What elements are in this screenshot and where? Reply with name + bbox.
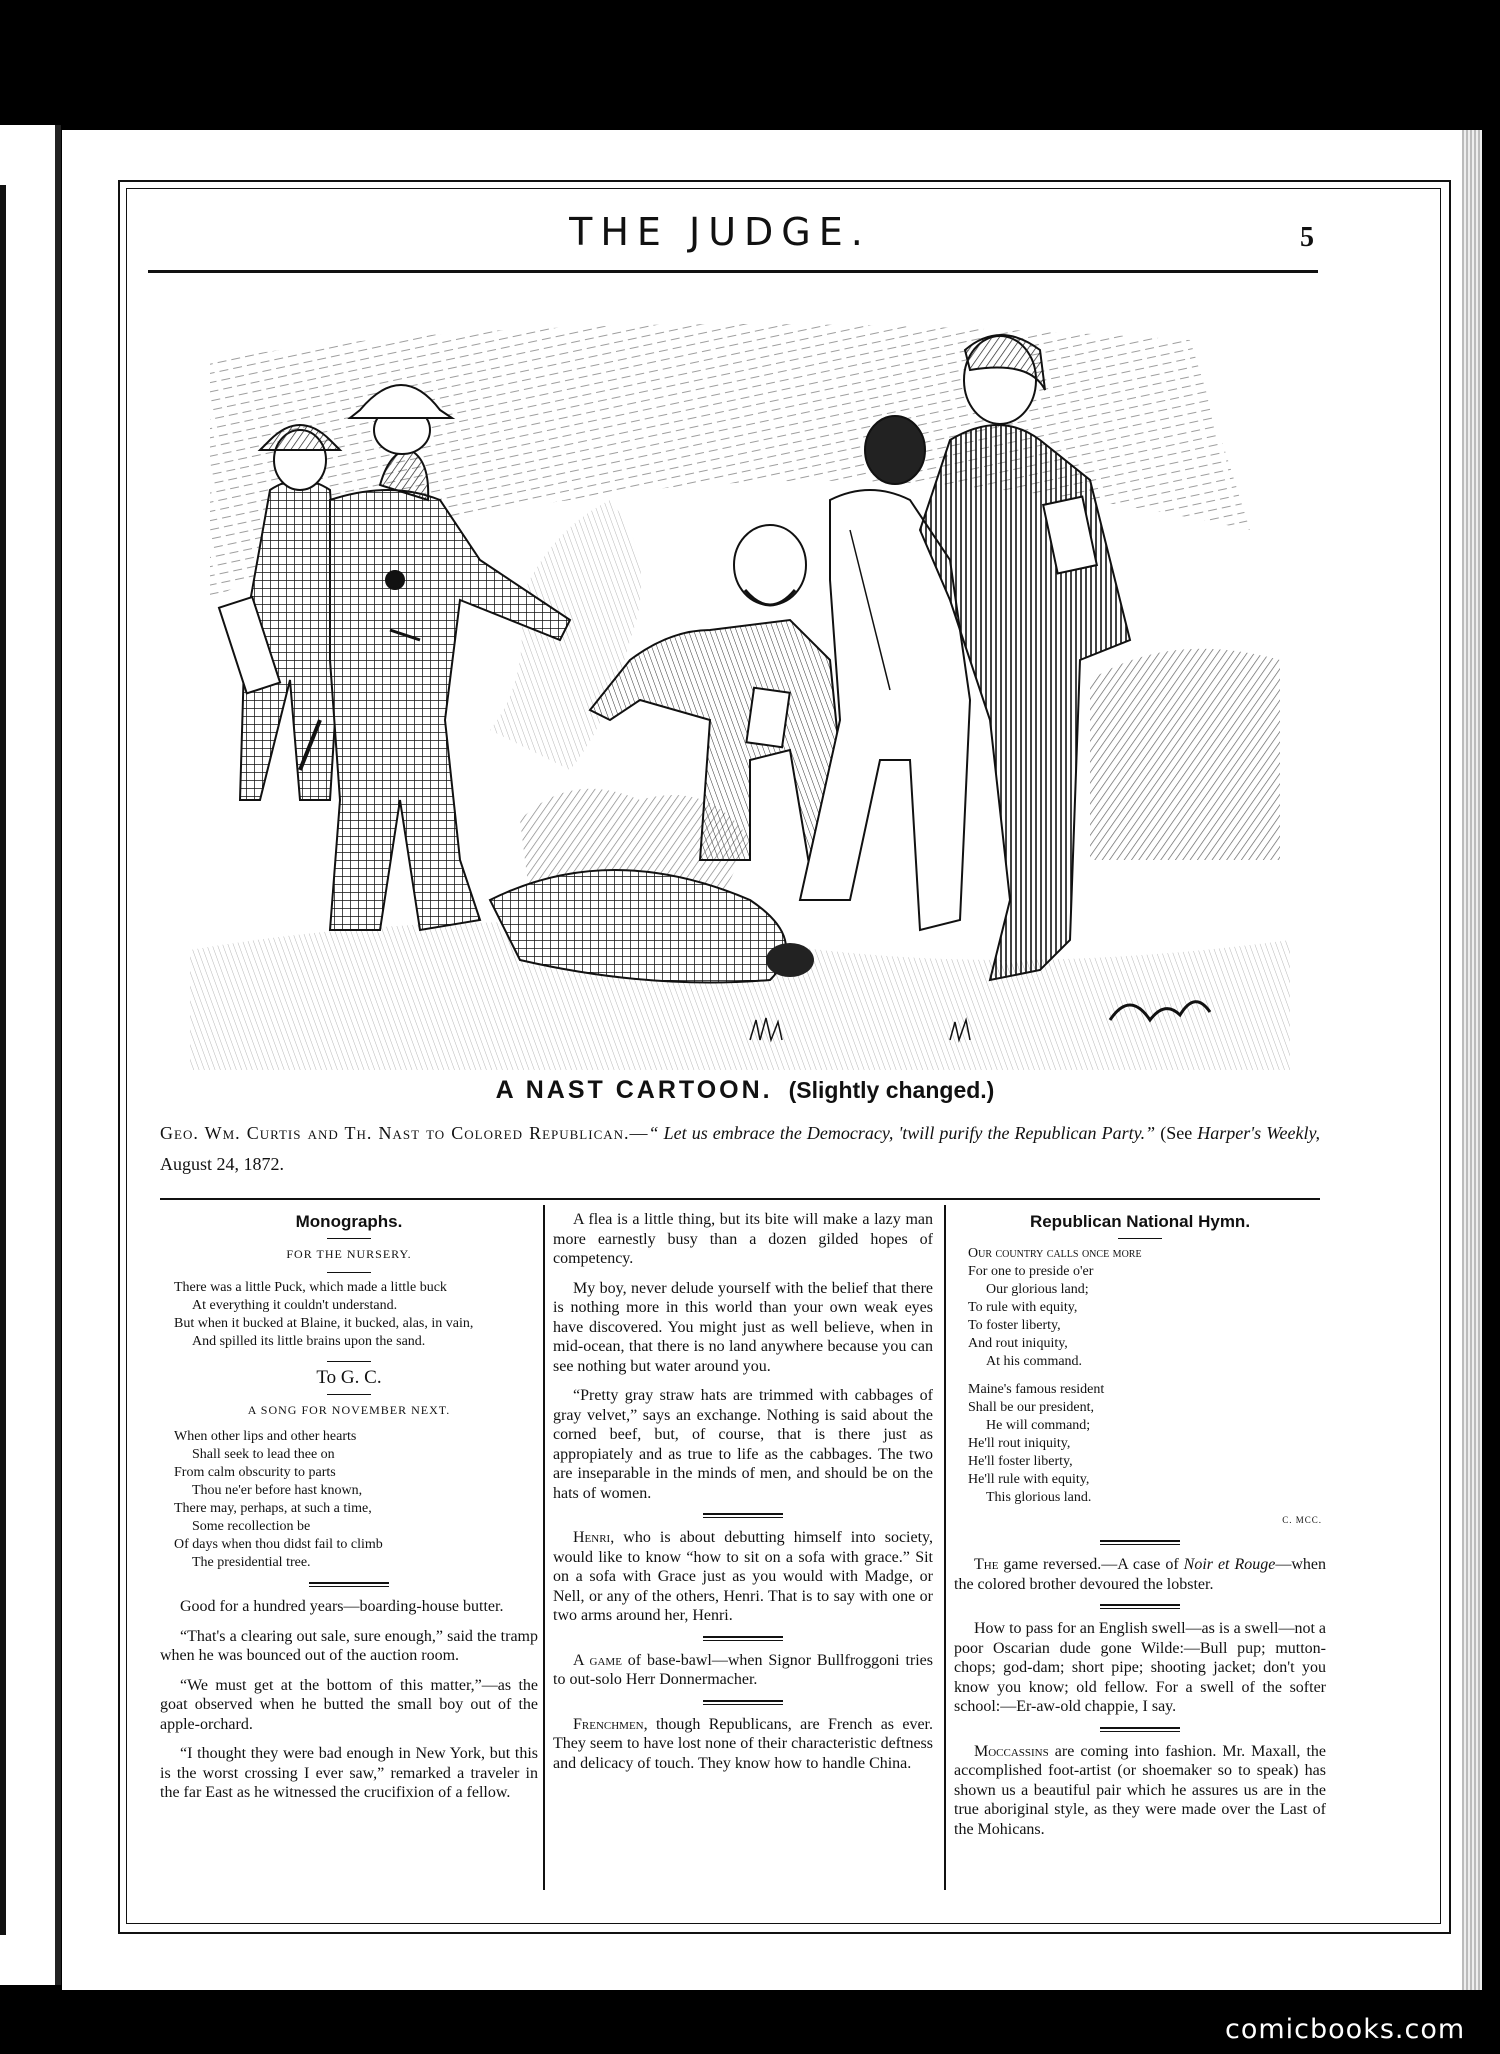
lead-word: Moccassins (974, 1742, 1049, 1760)
verse-line: From calm obscurity to parts (174, 1465, 336, 1480)
verse-line: He'll rout iniquity, (968, 1435, 1071, 1451)
paragraph (954, 1742, 1326, 1840)
rule (1118, 1238, 1162, 1239)
right-page-edge (1462, 130, 1482, 1990)
verse-line: Some recollection be (192, 1519, 311, 1534)
verse-line: Our country calls once more (968, 1245, 1142, 1261)
hymn-byline: C. MCC. (1282, 1514, 1322, 1525)
verse-line: Our glorious land; (986, 1281, 1089, 1297)
rule (1100, 1727, 1180, 1732)
rule (703, 1636, 783, 1641)
column-divider-1 (543, 1205, 545, 1890)
paragraph-body: of base-bawl—when Signor Bullfroggoni tries to out-solo Herr Donnermacher. (553, 1651, 933, 1688)
paragraph-body: are coming into fashion. Mr. Maxall, the accomplished foot-artist (or shoemaker so to speak) has shown us a beautiful pair which he assures us are in the true aboriginal style, as they were made over the Last of the Mohicans. (954, 1742, 1326, 1838)
verse-line: Shall seek to lead thee on (192, 1447, 335, 1462)
paragraph: A flea is a little thing, but its bite will make a lazy man more earnestly busy than a dozen gilded hopes of competency. (553, 1211, 933, 1267)
verse-line: He'll foster liberty, (968, 1453, 1073, 1469)
caption-title-text: A NAST CARTOON. (495, 1076, 773, 1104)
verse-line: At his command. (986, 1353, 1083, 1369)
verse-line: To rule with equity, (968, 1299, 1078, 1315)
verse-line: At everything it couldn't understand. (192, 1298, 398, 1313)
verse-line: And rout iniquity, (968, 1335, 1068, 1351)
rule (327, 1394, 371, 1395)
rule (703, 1513, 783, 1518)
caption-source-pre: (See (1160, 1123, 1193, 1143)
paragraph (553, 1651, 933, 1690)
verse-line: Maine's famous resident (968, 1381, 1105, 1397)
verse-line: Of days when thou didst fail to climb (174, 1537, 383, 1552)
hymn-heading: Republican National Hymn. (1029, 1212, 1251, 1231)
paragraph (954, 1555, 1326, 1594)
page-number: 5 (1300, 222, 1314, 253)
paragraph-body: —when the colored brother devoured the lobster. (954, 1556, 1326, 1593)
verse-line: The presidential tree. (192, 1555, 311, 1570)
caption-subtitle: (Slightly changed.) (788, 1077, 995, 1103)
column-3 (954, 1210, 1326, 1849)
caption-source-title: Harper's Weekly, (1197, 1123, 1321, 1143)
rule (327, 1238, 371, 1239)
nast-cartoon-illustration (190, 300, 1300, 1070)
paragraph: “We must get at the bottom of this matter,”—as the goat observed when he butted the small boy out of the apple-orchard. (160, 1676, 538, 1733)
lead-word: Frenchmen, (573, 1715, 648, 1733)
cartoon-caption-title (190, 1076, 1300, 1105)
verse-line: For one to preside o'er (968, 1263, 1094, 1279)
column-1 (160, 1210, 538, 1813)
site-watermark: comicbooks.com (1225, 2014, 1466, 2045)
verse-line: There may, perhaps, at such a time, (174, 1501, 372, 1516)
nursery-verse (174, 1279, 538, 1351)
paragraph (553, 1528, 933, 1626)
verse-line: This glorious land. (986, 1489, 1092, 1505)
nursery-subheading: FOR THE NURSERY. (286, 1246, 412, 1261)
section-divider (160, 1198, 1320, 1200)
rule (309, 1582, 389, 1587)
rule (1100, 1604, 1180, 1609)
paragraph (553, 1715, 933, 1774)
rule (327, 1272, 371, 1273)
song-verse (174, 1428, 538, 1572)
paragraph: “Pretty gray straw hats are trimmed with cabbages of gray velvet,” says an exchange. Nothing is said about the corned beef, but, of course, that is there just as appropiately and as true to life as the cabbages. The two are inseparable in the minds of men, and should be on the hats of women. (553, 1387, 933, 1502)
rule (703, 1700, 783, 1705)
hymn-verse-2 (968, 1381, 1326, 1507)
cartoon-caption (160, 1118, 1320, 1180)
rule (327, 1361, 371, 1362)
masthead-title: THE JUDGE. (569, 210, 871, 254)
paragraph-body: who is about debutting himself into society, would like to know “how to sit on a sofa with grace.” Sit on a sofa with Grace just as you would with Madge, or Nell, or any of the others, Henri. That is to say with one or two arms around her, Henri. (553, 1529, 933, 1624)
paragraph-body: game reversed.—A case of (998, 1556, 1184, 1573)
left-page-edge (0, 125, 61, 1985)
lead-word: Henri, (573, 1529, 615, 1546)
paragraph: How to pass for an English swell—as is a swell—not a poor Oscarian dude gone Wilde:—Bull pup; mutton-chops; god-dam; short pipe; shooting jacket; don't you know you know; old fellow. For a swell of the softer school:—Er-aw-old chappie, I say. (954, 1620, 1326, 1715)
verse-line: And spilled its little brains upon the sand. (192, 1334, 426, 1349)
verse-line: To foster liberty, (968, 1317, 1061, 1333)
verse-line: Thou ne'er before hast known, (192, 1483, 363, 1498)
paragraph: Good for a hundred years—boarding-house butter. (180, 1598, 504, 1615)
lead-word: The (974, 1556, 999, 1573)
paragraph-italic: Noir et Rouge (1183, 1556, 1276, 1573)
paragraph: “That's a clearing out sale, sure enough,” said the tramp when he was bounced out of the auction room. (160, 1627, 538, 1664)
masthead-rule (148, 270, 1318, 273)
caption-source-date: August 24, 1872. (160, 1154, 285, 1174)
column-2 (553, 1210, 933, 1783)
caption-speakers: Geo. Wm. Curtis and Th. Nast to Colored Republican.— (160, 1123, 649, 1143)
song-subheading: A SONG FOR NOVEMBER NEXT. (247, 1402, 451, 1417)
column-divider-2 (944, 1205, 946, 1890)
verse-line: He will command; (986, 1417, 1091, 1433)
paragraph-body: though Republicans, are French as ever. They seem to have lost none of their characteristic deftness and delicacy of touch. They know how to handle China. (553, 1715, 933, 1772)
hymn-verse-1 (968, 1245, 1326, 1371)
monographs-heading: Monographs. (295, 1212, 403, 1231)
verse-line: There was a little Puck, which made a little buck (174, 1280, 447, 1295)
paragraph: My boy, never delude yourself with the belief that there is nothing more in this world than your own weak eyes have discovered. You might just as well believe, when in mid-ocean, that there is no land anywhere because you can see nothing but water around you. (553, 1279, 933, 1375)
rule (1100, 1540, 1180, 1545)
paragraph: “I thought they were bad enough in New York, but this is the worst crossing I ever saw,” remarked a traveler in the far East as he witnessed the crucifixion of a fellow. (160, 1745, 538, 1801)
caption-quote: “ Let us embrace the Democracy, 'twill purify the Republican Party.” (648, 1123, 1156, 1143)
verse-line: Shall be our president, (968, 1399, 1094, 1415)
verse-line: But when it bucked at Blaine, it bucked, alas, in vain, (174, 1316, 474, 1331)
verse-line: He'll rule with equity, (968, 1471, 1090, 1487)
to-gc-heading: To G. C. (316, 1367, 382, 1388)
verse-line: When other lips and other hearts (174, 1429, 357, 1444)
lead-word: A game (573, 1651, 622, 1669)
